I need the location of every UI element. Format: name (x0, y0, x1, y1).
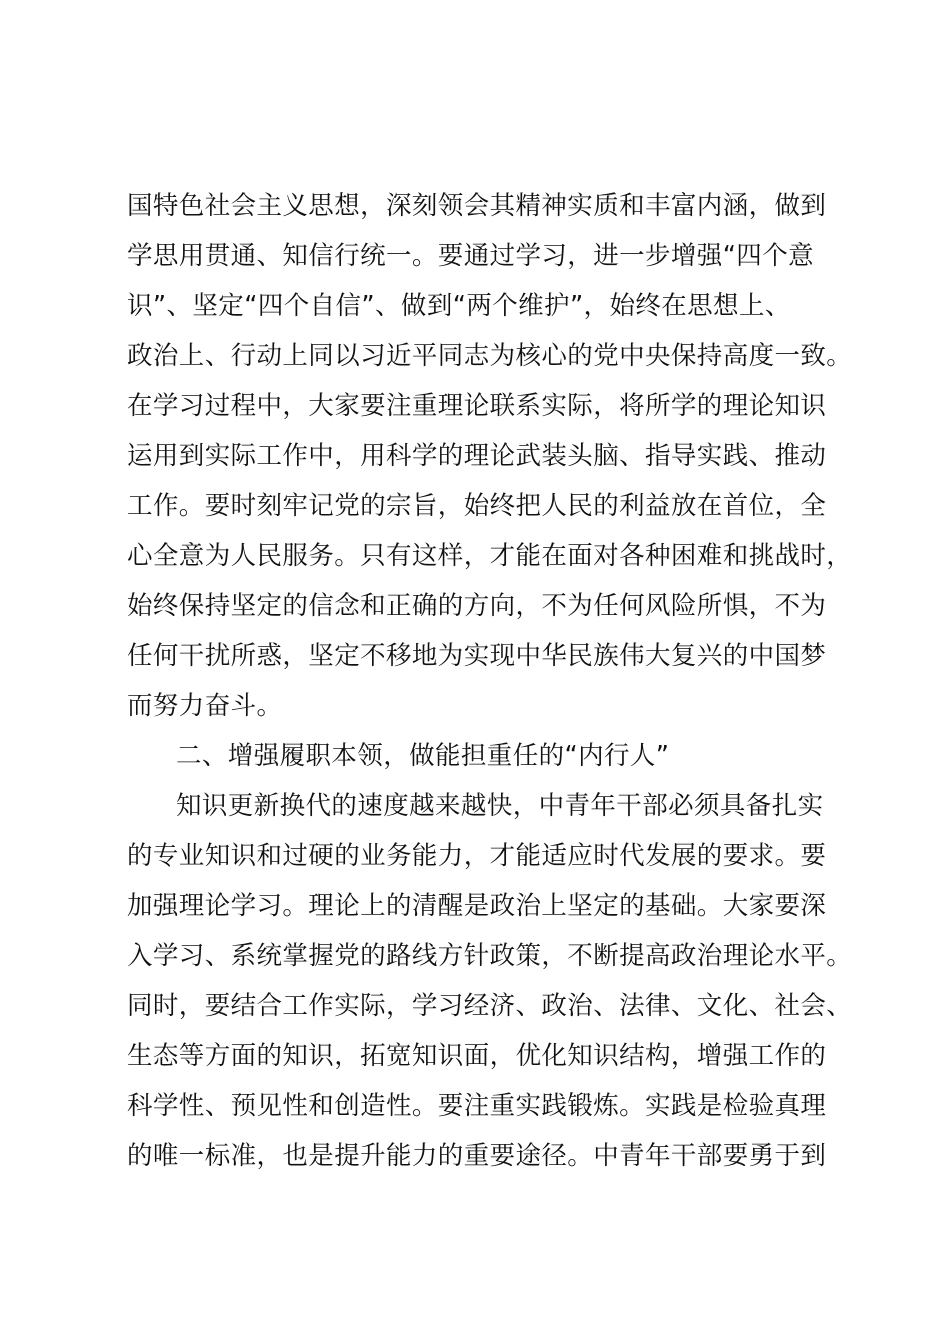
text-line: 在学习过程中，大家要注重理论联系实际，将所学的理论知识 (127, 391, 827, 421)
text-line: 国特色社会主义思想，深刻领会其精神实质和丰富内涵，做到 (127, 191, 827, 221)
text-line: 生态等方面的知识，拓宽知识面，优化知识结构，增强工作的 (127, 1041, 827, 1071)
text-line: 同时，要结合工作实际，学习经济、政治、法律、文化、社会、 (127, 991, 853, 1021)
text-line: 的唯一标准，也是提升能力的重要途径。中青年干部要勇于到 (127, 1141, 827, 1171)
text-line: 知识更新换代的速度越来越快，中青年干部必须具备扎实 (176, 791, 824, 821)
section-heading: 二、增强履职本领，做能担重任的“内行人” (176, 741, 670, 771)
text-line: 识”、坚定“四个自信”、做到“两个维护”，始终在思想上、 (127, 291, 791, 321)
text-line: 而努力奋斗。 (127, 691, 283, 721)
text-line: 任何干扰所惑，坚定不移地为实现中华民族伟大复兴的中国梦 (127, 641, 827, 671)
text-line: 运用到实际工作中，用科学的理论武装头脑、指导实践、推动 (127, 441, 827, 471)
text-line: 心全意为人民服务。只有这样，才能在面对各种困难和挑战时， (127, 541, 853, 571)
text-line: 的专业知识和过硬的业务能力，才能适应时代发展的要求。要 (127, 841, 827, 871)
text-line: 学思用贯通、知信行统一。要通过学习，进一步增强“四个意 (127, 241, 815, 271)
text-line: 加强理论学习。理论上的清醒是政治上坚定的基础。大家要深 (127, 891, 827, 921)
text-line: 工作。要时刻牢记党的宗旨，始终把人民的利益放在首位，全 (127, 491, 827, 521)
text-line: 科学性、预见性和创造性。要注重实践锻炼。实践是检验真理 (127, 1091, 827, 1121)
text-line: 政治上、行动上同以习近平同志为核心的党中央保持高度一致。 (127, 341, 853, 371)
text-line: 入学习、系统掌握党的路线方针政策，不断提高政治理论水平。 (127, 941, 853, 971)
text-line: 始终保持坚定的信念和正确的方向，不为任何风险所惧，不为 (127, 591, 827, 621)
